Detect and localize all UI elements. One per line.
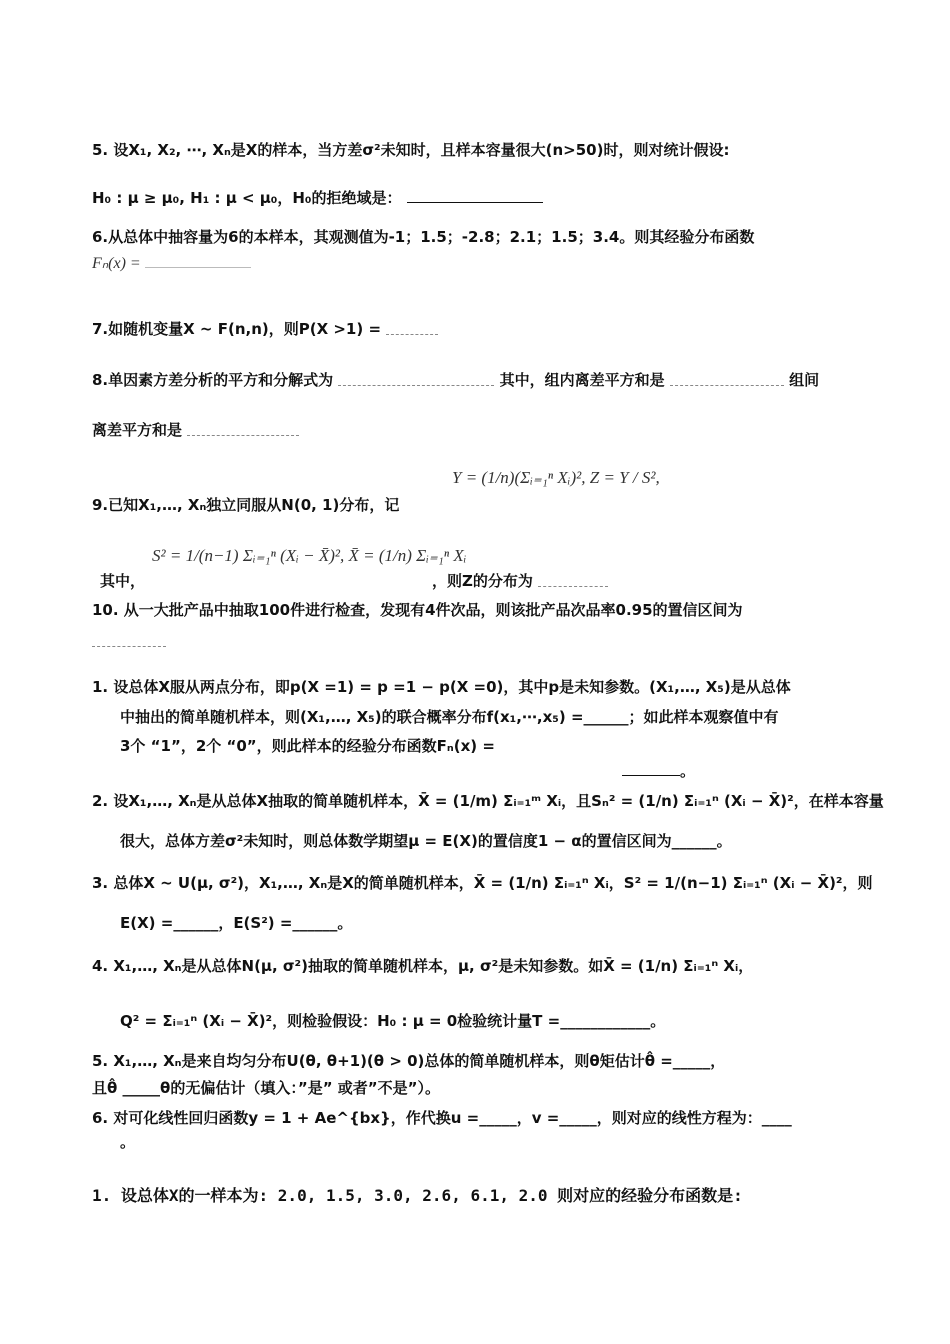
q8-text-a: 8.单因素方差分析的平方和分解式为 bbox=[92, 371, 334, 389]
q7-text: 7.如随机变量X ~ F(n,n)，则P(X >1) = bbox=[92, 320, 382, 338]
p2-q3-line1: 3. 总体X ~ U(μ, σ²)，X₁,…, Xₙ是X的简单随机样本，X̄ = (1/n) Σᵢ₌₁ⁿ Xᵢ，S² = 1/(n−1) Σᵢ₌₁ⁿ (Xᵢ − X̄)²，则 bbox=[92, 874, 873, 892]
q8-blank-1 bbox=[338, 375, 494, 386]
q10-answer-blank bbox=[92, 636, 166, 647]
q9-line1: 9.已知X₁,…, Xₙ独立同服从N(0, 1)分布，记 bbox=[92, 496, 400, 514]
q9-formula-mid: S² = 1/(n−1) Σᵢ₌₁ⁿ (Xᵢ − X̄)², X̄ = (1/n) Σᵢ₌₁ⁿ Xᵢ bbox=[152, 546, 467, 565]
q8-text-d: 离差平方和是 bbox=[92, 421, 183, 439]
q6-line2 bbox=[92, 252, 251, 275]
q5-line1: 5. 设X₁, X₂, ⋯, Xₙ是X的样本，当方差σ²未知时，且样本容量很大(n>50)时，则对统计假设: bbox=[92, 141, 730, 159]
q7-answer-blank bbox=[386, 324, 438, 335]
p2-q4-line2: Q² = Σᵢ₌₁ⁿ (Xᵢ − X̄)²，则检验假设：H₀ : μ = 0检验统计量T =____________。 bbox=[120, 1012, 666, 1030]
p2-q1-blank bbox=[622, 761, 680, 776]
q10-line1: 10. 从一大批产品中抽取100件进行检查，发现有4件次品，则该批产品次品率0.95的置信区间为 bbox=[92, 601, 743, 619]
q6-line1: 6.从总体中抽容量为6的本样本，其观测值为-1；1.5；-2.8；2.1；1.5；3.4。则其经验分布函数 bbox=[92, 228, 755, 246]
q9-line2a: 其中， bbox=[100, 572, 146, 590]
q8-text-b: 其中，组内离差平方和是 bbox=[499, 371, 665, 389]
p2-q5-line1: 5. X₁,…, Xₙ是来自均匀分布U(θ, θ+1)(θ > 0)总体的简单随机样本，则θ矩估计θ̂ =_____， bbox=[92, 1052, 726, 1070]
q6-answer-blank bbox=[145, 253, 251, 268]
p2-q2-line1: 2. 设X₁,…, Xₙ是从总体X抽取的简单随机样本，X̄ = (1/m) Σᵢ₌₁ᵐ Xᵢ，且Sₙ² = (1/n) Σᵢ₌₁ⁿ (Xᵢ − X̄)²，在样本容量 bbox=[92, 792, 884, 810]
q10-line2 bbox=[92, 630, 166, 652]
p2-q1-line2: 中抽出的简单随机样本，则(X₁,…, X₅)的联合概率分布f(x₁,⋯,x₅) =______；如此样本观察值中有 bbox=[120, 708, 779, 726]
q5-answer-blank bbox=[407, 188, 543, 203]
q6-fn-label: Fₙ(x) = bbox=[92, 255, 141, 272]
q8-line2 bbox=[92, 419, 299, 441]
p2-q3-line2: E(X) =______，E(S²) =______。 bbox=[120, 914, 353, 932]
p2-q4-line1: 4. X₁,…, Xₙ是从总体N(μ, σ²)抽取的简单随机样本，μ, σ²是未知参数。如X̄ = (1/n) Σᵢ₌₁ⁿ Xᵢ， bbox=[92, 957, 754, 975]
q8-text-c: 组间 bbox=[789, 371, 820, 389]
q5-line2 bbox=[92, 187, 543, 209]
q8-blank-3 bbox=[187, 425, 299, 436]
q9-line2b bbox=[432, 570, 608, 592]
p2-q1-line3: 3个 “1”，2个 “0”，则此样本的经验分布函数Fₙ(x) = bbox=[120, 737, 495, 755]
p2-q1-end: 。 bbox=[680, 762, 696, 780]
q8-blank-2 bbox=[670, 375, 784, 386]
p2-q2-line2: 很大，总体方差σ²未知时，则总体数学期望μ = E(X)的置信度1 − α的置信区间为______。 bbox=[120, 832, 732, 850]
q5-rejection-text: H₀ : μ ≥ μ₀, H₁ : μ < μ₀，H₀的拒绝域是： bbox=[92, 189, 402, 207]
p2-q1-line4 bbox=[622, 760, 695, 782]
q9-text-b: ，则Z的分布为 bbox=[432, 572, 533, 590]
p2-q6-line1: 6. 对可化线性回归函数y = 1 + Ae^{bx}，作代换u =_____，v =_____，则对应的线性方程为：____ bbox=[92, 1109, 792, 1127]
p2-q5-line2: 且θ̂ _____θ的无偏估计（填入：”是” 或者”不是”）。 bbox=[92, 1079, 440, 1097]
p2-q6-line2: 。 bbox=[120, 1133, 136, 1151]
q9-answer-blank bbox=[538, 576, 608, 587]
p3-q1-line1: 1. 设总体X的一样本为: 2.0, 1.5, 3.0, 2.6, 6.1, 2.0 则对应的经验分布函数是: bbox=[92, 1186, 743, 1205]
q9-formula-top: Y = (1/n)(Σᵢ₌₁ⁿ Xᵢ)², Z = Y / S², bbox=[452, 468, 660, 487]
p2-q1-line1: 1. 设总体X服从两点分布，即p(X =1) = p =1 − p(X =0)，其中p是未知参数。(X₁,…, X₅)是从总体 bbox=[92, 678, 791, 696]
q8-line1 bbox=[92, 369, 819, 391]
q7-line1 bbox=[92, 318, 438, 340]
